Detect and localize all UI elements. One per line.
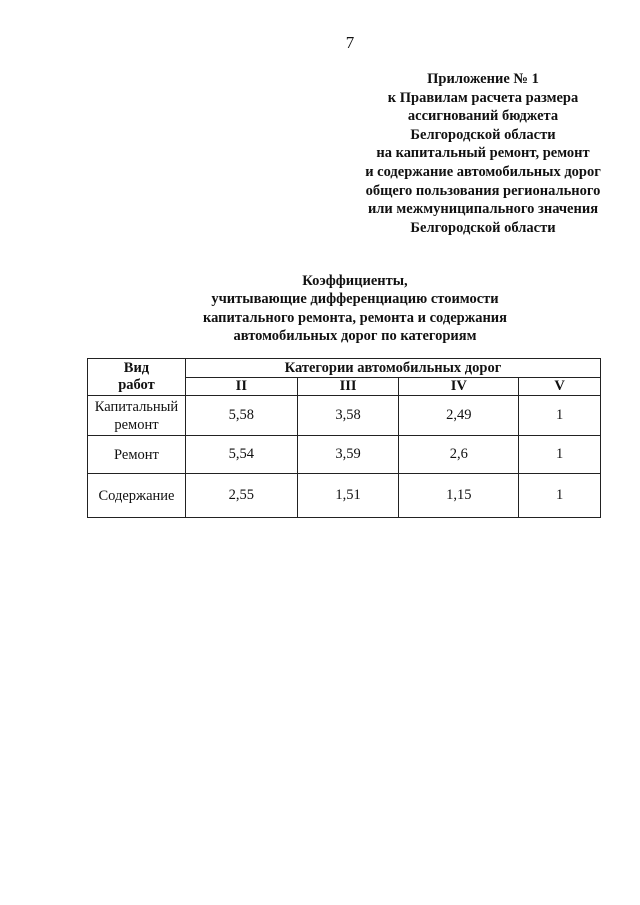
title-line: автомобильных дорог по категориям: [233, 328, 477, 345]
appendix-line: Белгородской области: [410, 219, 556, 236]
page-number: 7: [345, 33, 355, 52]
coefficient-cell: 3,59: [297, 436, 399, 474]
work-type-line: Ремонт: [114, 446, 159, 463]
work-type-header: [88, 359, 186, 396]
coefficient-cell: 1: [519, 436, 601, 474]
work-type-cell: [88, 396, 186, 436]
category-group-header: Категории автомобильных дорог: [185, 359, 600, 378]
coefficient-cell: 1: [519, 396, 601, 436]
appendix-line: ассигнований бюджета: [407, 108, 559, 125]
appendix-line: Приложение № 1: [427, 71, 539, 87]
work-type-header-line: Вид: [123, 360, 150, 376]
appendix-line: и содержание автомобильных дорог: [365, 163, 601, 180]
table-row: [88, 474, 601, 518]
title-line: учитывающие дифференциацию стоимости: [211, 291, 499, 308]
work-type-line: Капитальный: [94, 398, 179, 415]
coefficient-cell: 3,58: [297, 396, 399, 436]
work-type-cell: [88, 474, 186, 518]
category-header: II: [185, 378, 297, 396]
category-header: III: [297, 378, 399, 396]
work-type-line: Содержание: [98, 487, 175, 504]
table-row: [88, 436, 601, 474]
coefficient-cell: 1: [519, 474, 601, 518]
coefficient-cell: 1,15: [399, 474, 519, 518]
appendix-line: общего пользования регионального: [365, 182, 601, 199]
coefficient-cell: 5,54: [185, 436, 297, 474]
work-type-line: ремонт: [114, 416, 159, 433]
coefficient-cell: 2,6: [399, 436, 519, 474]
coefficient-cell: 1,51: [297, 474, 399, 518]
work-type-header-line: работ: [118, 377, 155, 393]
appendix-line: на капитальный ремонт, ремонт: [376, 145, 590, 162]
table-header-row: [88, 359, 601, 378]
category-header: IV: [399, 378, 519, 396]
document-title: [135, 272, 575, 346]
coefficient-cell: 2,49: [399, 396, 519, 436]
title-line: Коэффициенты,: [302, 273, 408, 289]
appendix-line: или межмуниципального значения: [367, 201, 599, 218]
appendix-header: [355, 70, 611, 237]
category-header: V: [519, 378, 601, 396]
coefficient-cell: 5,58: [185, 396, 297, 436]
coefficients-table: [87, 358, 601, 518]
coefficient-cell: 2,55: [185, 474, 297, 518]
work-type-cell: [88, 436, 186, 474]
title-line: капитального ремонта, ремонта и содержания: [202, 309, 508, 326]
appendix-line: к Правилам расчета размера: [387, 89, 579, 106]
appendix-line: Белгородской области: [410, 126, 556, 143]
table-row: [88, 396, 601, 436]
